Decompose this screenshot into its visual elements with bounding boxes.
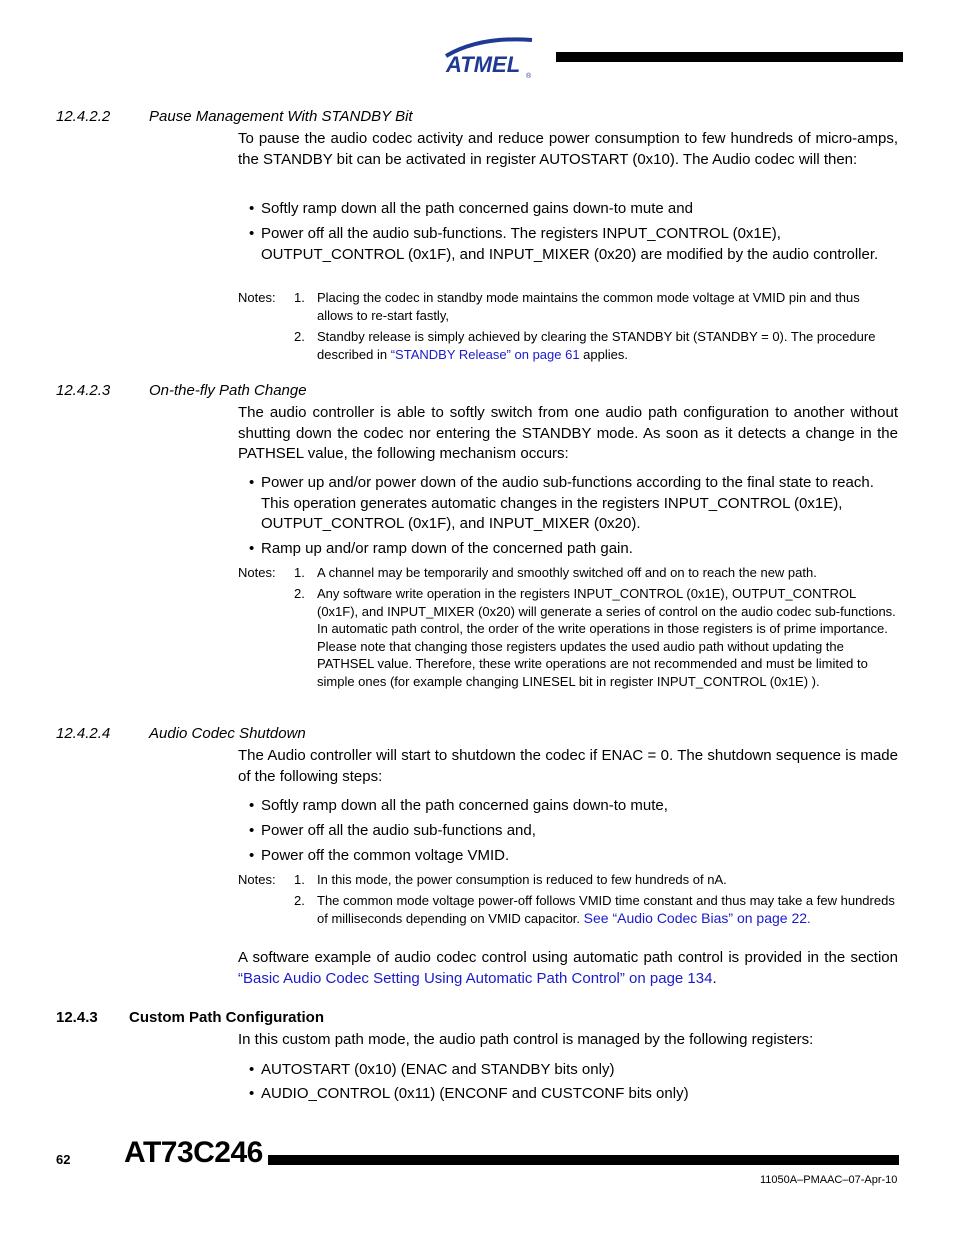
atmel-logo — [440, 34, 540, 80]
notes-label: Notes: — [238, 872, 276, 887]
page-number: 62 — [56, 1152, 71, 1167]
document-title: AT73C246 — [124, 1136, 263, 1169]
document-id: 11050A–PMAAC–07-Apr-10 — [760, 1174, 898, 1186]
paragraph: To pause the audio codec activity and reduce power consumption to few hundreds of micro-amps, the STANDBY bit can be activated in register AUTOSTART (0x10). The Audio codec will then: — [238, 130, 898, 168]
section-heading — [56, 1009, 324, 1026]
section-title: Pause Management With STANDBY Bit — [149, 108, 413, 125]
section-number: 12.4.2.3 — [56, 382, 111, 399]
note-item: 1. A channel may be temporarily and smoothly switched off and on to reach the new path. — [294, 565, 817, 580]
page-link[interactable]: “STANDBY Release” on page 61 — [390, 346, 580, 362]
note-item: 1. Placing the codec in standby mode maintains the common mode voltage at VMID pin and thus allows to re-start fastly, — [294, 290, 860, 323]
page-link[interactable]: “Basic Audio Codec Setting Using Automatic Path Control” on page 134 — [238, 969, 713, 987]
section-number: 12.4.2.2 — [56, 108, 111, 125]
subsection-heading — [56, 108, 413, 125]
bullet-item: • Power up and/or power down of the audio sub-functions according to the final state to reach. This operation generates automatic changes in the registers INPUT_CONTROL (0x1E), OUTPUT_CONTROL (0x1F), and INPUT_MIXER (0x20). — [249, 474, 874, 532]
header-rule — [556, 52, 903, 62]
note-item: 2. Any software write operation in the registers INPUT_CONTROL (0x1E), OUTPUT_CONTROL (0x1F), and INPUT_MIXER (0x20) will generate a series of control on the audio codec sub-functions. In automatic path control, the order of the write operations in those registers is of prime importance. Please note that changing those registers updates the used audio path without updating the PATHSEL value. Therefore, these write operations are not recommended and must be limited to simple ones (for example changing LINESEL bit in register INPUT_CONTROL (0x1E) ). — [294, 586, 896, 689]
section-title: On-the-fly Path Change — [149, 382, 307, 399]
footer-rule — [268, 1155, 899, 1165]
paragraph: The Audio controller will start to shutdown the codec if ENAC = 0. The shutdown sequence is made of the following steps: — [238, 747, 898, 785]
subsection-heading — [56, 382, 307, 399]
page-link[interactable]: See “Audio Codec Bias” on page 22 — [583, 909, 808, 926]
note-item: 2. The common mode voltage power-off follows VMID time constant and thus may take a few hundreds of milliseconds depending on VMID capacitor. See “Audio Codec Bias” on page 22. — [294, 893, 895, 926]
section-title: Custom Path Configuration — [129, 1009, 324, 1026]
bullet-item: • Power off all the audio sub-functions. The registers INPUT_CONTROL (0x1E), OUTPUT_CONTROL (0x1F), and INPUT_MIXER (0x20) are modified by the audio controller. — [249, 225, 879, 263]
bullet-item: • AUTOSTART (0x10) (ENAC and STANDBY bits only) — [249, 1061, 615, 1078]
bullet-item: • Power off all the audio sub-functions and, — [249, 822, 536, 839]
bullet-item: • Ramp up and/or ramp down of the concerned path gain. — [249, 540, 633, 557]
paragraph: A software example of audio codec control using automatic path control is provided in the section “Basic Audio Codec Setting Using Automatic Path Control” on page 134. — [238, 949, 898, 987]
svg-text:ATMEL: ATMEL — [446, 52, 521, 77]
paragraph: The audio controller is able to softly switch from one audio path configuration to another without shutting down the codec nor entering the STANDBY mode. As soon as it detects a change in the PATHSEL value, the following mechanism occurs: — [238, 404, 898, 462]
subsection-heading — [56, 725, 306, 742]
bullet-item: • Softly ramp down all the path concerned gains down-to mute, — [249, 797, 668, 814]
paragraph: In this custom path mode, the audio path control is managed by the following registers: — [238, 1031, 814, 1048]
notes-label: Notes: — [238, 290, 276, 305]
bullet-item: • AUDIO_CONTROL (0x11) (ENCONF and CUSTCONF bits only) — [249, 1085, 689, 1102]
note-item: 2. Standby release is simply achieved by clearing the STANDBY bit (STANDBY = 0). The procedure described in “STANDBY Release” on page 61 applies. — [294, 329, 876, 362]
section-number: 12.4.3 — [56, 1009, 98, 1026]
note-item: 1. In this mode, the power consumption is reduced to few hundreds of nA. — [294, 872, 727, 887]
bullet-item: • Power off the common voltage VMID. — [249, 847, 510, 864]
notes-label: Notes: — [238, 565, 276, 580]
section-title: Audio Codec Shutdown — [149, 725, 306, 742]
section-number: 12.4.2.4 — [56, 725, 111, 742]
bullet-item: • Softly ramp down all the path concerned gains down-to mute and — [249, 200, 693, 217]
svg-text:®: ® — [526, 73, 532, 80]
